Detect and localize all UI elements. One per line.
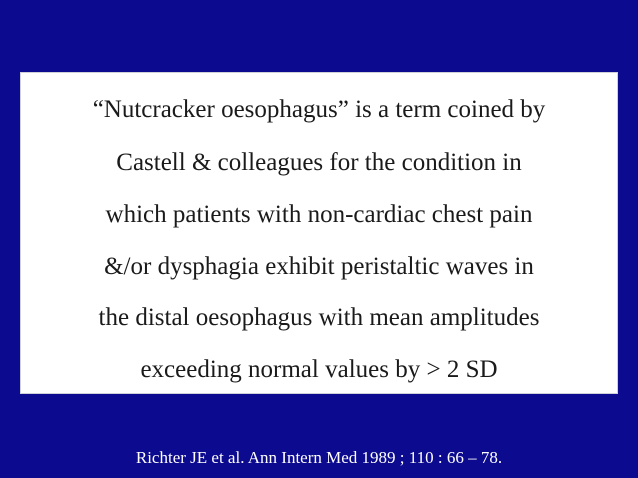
quote-line-4: &/or dysphagia exhibit peristaltic waves in: [104, 253, 534, 280]
quote-line-5: the distal oesophagus with mean amplitudes: [98, 304, 540, 331]
quote-line-3: which patients with non-cardiac chest pain: [105, 201, 533, 228]
quote-box: [20, 72, 618, 394]
citation: Richter JE et al. Ann Intern Med 1989 ; 110 : 66 – 78.: [135, 448, 503, 467]
quote-line-1: “Nutcracker oesophagus” is a term coined by: [92, 96, 546, 123]
quote-line-2: Castell & colleagues for the condition in: [116, 149, 522, 176]
quote-line-6: exceeding normal values by > 2 SD: [140, 356, 498, 383]
